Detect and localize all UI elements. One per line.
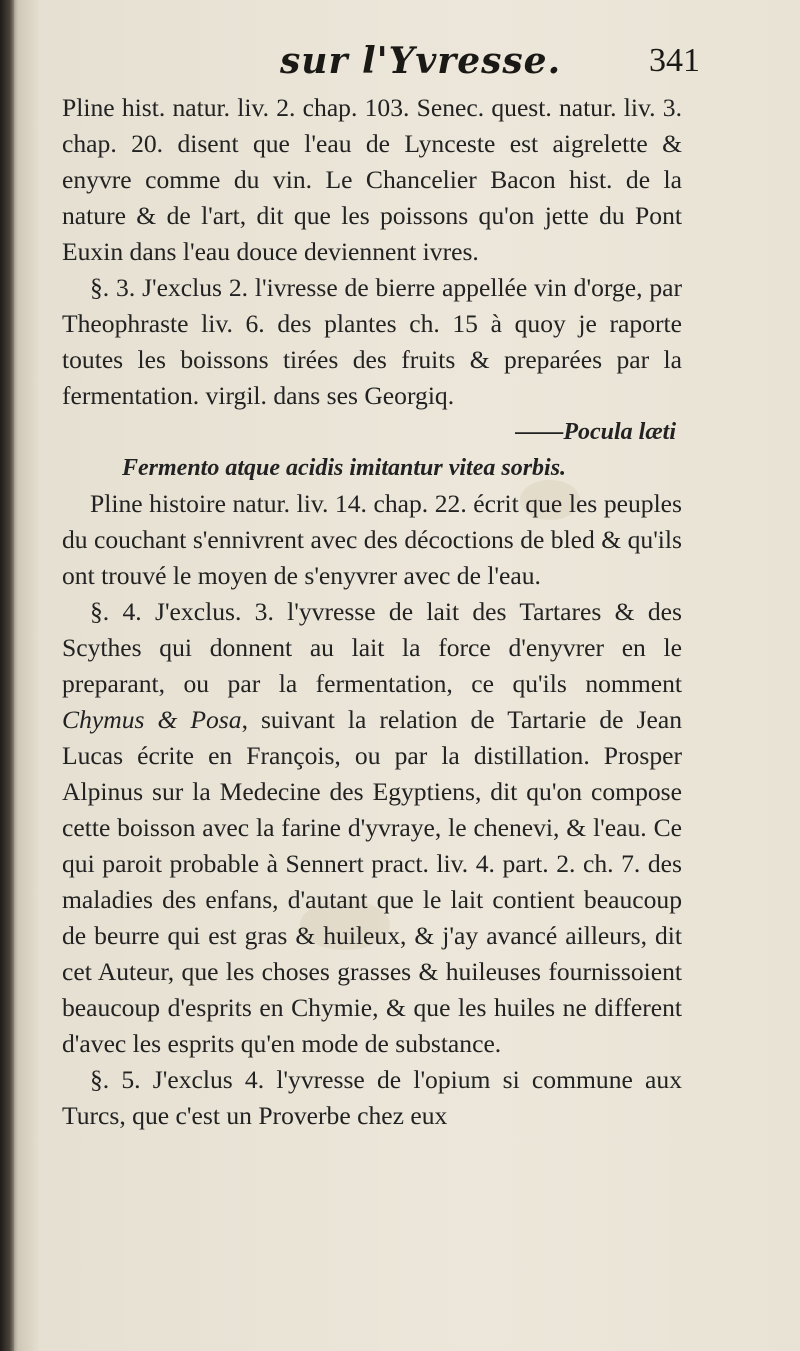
verse-line-2: Fermento atque acidis imitantur vitea sorbis. xyxy=(122,455,567,481)
paragraph-4-part-a: §. 4. J'exclus. 3. l'yvresse de lait des Tartares & des Scythes qui donnent au lait la force d'enyvrer en le preparant, ou par la fermentation, ce qu'ils nomment xyxy=(62,597,682,698)
paragraph-4 xyxy=(62,594,682,1062)
running-title: sur l'Yvresse. xyxy=(280,40,562,82)
paragraph-5: §. 5. J'exclus 4. l'yvresse de l'opium si commune aux Turcs, que c'est un Proverbe chez eux xyxy=(62,1065,682,1130)
paragraph-1: Pline hist. natur. liv. 2. chap. 103. Senec. quest. natur. liv. 3. chap. 20. disent que l'eau de Lynceste est aigrelette & enyvre comme du vin. Le Chancelier Bacon hist. de la nature & de l'art, dit que les poissons qu'on jette du Pont Euxin dans l'eau douce deviennent ivres. xyxy=(62,93,682,266)
book-spine-shadow xyxy=(0,0,14,1351)
verse-line-1: ——Pocula læti xyxy=(515,419,676,445)
body-text xyxy=(62,90,682,1134)
paragraph-4-part-b: , suivant la relation de Tartarie de Jean Lucas écrite en François, ou par la distillation. Prosper Alpinus sur la Medecine des Egyptiens, dit qu'on compose cette boisson avec la farine d'yvraye, le chenevi, & l'eau. Ce qui paroit probable à Sennert pract. liv. 4. part. 2. ch. 7. des maladies des enfans, d'autant que le lait contient beaucoup de beurre qui est gras & huileux, & j'ay avancé ailleurs, dit cet Auteur, que les choses grasses & huileuses fournissoient beaucoup d'esprits en Chymie, & que les huiles ne different d'avec les esprits qu'en mode de substance. xyxy=(62,705,683,1058)
paragraph-4-italic-term: Chymus & Posa xyxy=(62,705,242,734)
paragraph-2: §. 3. J'exclus 2. l'ivresse de bierre appellée vin d'orge, par Theophraste liv. 6. des plantes ch. 15 à quoy je raporte toutes les boissons tirées des fruits & preparées par la fermentation. virgil. dans ses Georgiq. xyxy=(62,273,682,410)
page-header xyxy=(60,40,700,90)
paragraph-3: Pline histoire natur. liv. 14. chap. 22. écrit que les peuples du couchant s'ennivrent avec des décoctions de bled & qu'ils ont trouvé le moyen de s'enyvrer avec de l'eau. xyxy=(62,489,682,590)
page-number: 341 xyxy=(649,42,700,79)
